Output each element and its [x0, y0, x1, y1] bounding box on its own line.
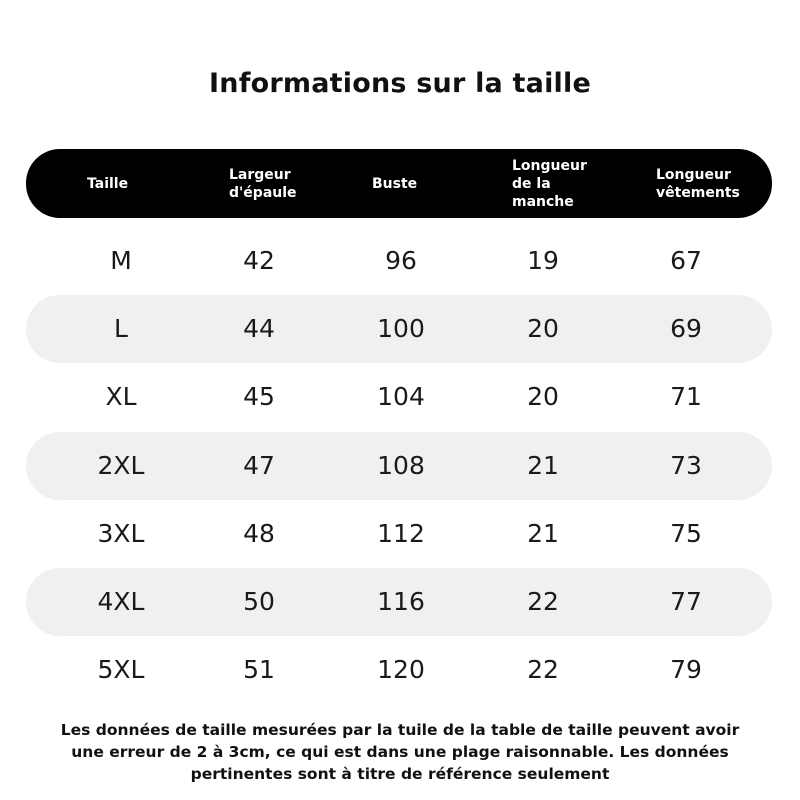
cell-sleeve: 22: [527, 587, 559, 616]
table-row: [26, 363, 772, 431]
cell-sleeve: 21: [527, 451, 559, 480]
cell-sleeve: 19: [527, 246, 559, 275]
cell-sleeve: 22: [527, 655, 559, 684]
cell-length: 79: [670, 655, 702, 684]
cell-length: 73: [670, 451, 702, 480]
cell-sleeve: 21: [527, 519, 559, 548]
cell-bust: 108: [377, 451, 425, 480]
cell-size: M: [110, 246, 132, 275]
cell-size: 3XL: [97, 519, 145, 548]
table-row: [26, 636, 772, 704]
cell-shoulder: 45: [243, 382, 275, 411]
cell-size: 4XL: [97, 587, 145, 616]
cell-size: L: [114, 314, 128, 343]
cell-length: 75: [670, 519, 702, 548]
cell-length: 67: [670, 246, 702, 275]
cell-size: 5XL: [97, 655, 145, 684]
cell-shoulder: 51: [243, 655, 275, 684]
page-title: Informations sur la taille: [209, 68, 591, 99]
cell-bust: 112: [377, 519, 425, 548]
cell-shoulder: 44: [243, 314, 275, 343]
table-row: [26, 432, 772, 500]
cell-size: XL: [105, 382, 137, 411]
cell-length: 77: [670, 587, 702, 616]
table-header: [26, 149, 772, 218]
header-longueur-manche: Longueur de la manche: [512, 157, 587, 210]
cell-shoulder: 47: [243, 451, 275, 480]
disclaimer-note: Les données de taille mesurées par la tuile de la table de taille peuvent avoir une erreur de 2 à 3cm, ce qui est dans une plage raisonnable. Les données pertinentes sont à titre de référence seulement: [60, 721, 740, 783]
header-taille: Taille: [87, 175, 129, 192]
header-longueur-vetements: Longueur vêtements: [656, 166, 740, 201]
cell-shoulder: 48: [243, 519, 275, 548]
cell-bust: 96: [385, 246, 417, 275]
cell-bust: 116: [377, 587, 425, 616]
cell-shoulder: 42: [243, 246, 275, 275]
cell-shoulder: 50: [243, 587, 275, 616]
cell-sleeve: 20: [527, 314, 559, 343]
cell-bust: 104: [377, 382, 425, 411]
header-buste: Buste: [372, 175, 418, 192]
cell-sleeve: 20: [527, 382, 559, 411]
cell-length: 71: [670, 382, 702, 411]
cell-size: 2XL: [97, 451, 145, 480]
table-row: [26, 227, 772, 295]
table-row: [26, 295, 772, 363]
table-row: [26, 500, 772, 568]
table-row: [26, 568, 772, 636]
header-largeur-epaule: Largeur d'épaule: [229, 166, 297, 201]
cell-bust: 100: [377, 314, 425, 343]
cell-bust: 120: [377, 655, 425, 684]
cell-length: 69: [670, 314, 702, 343]
